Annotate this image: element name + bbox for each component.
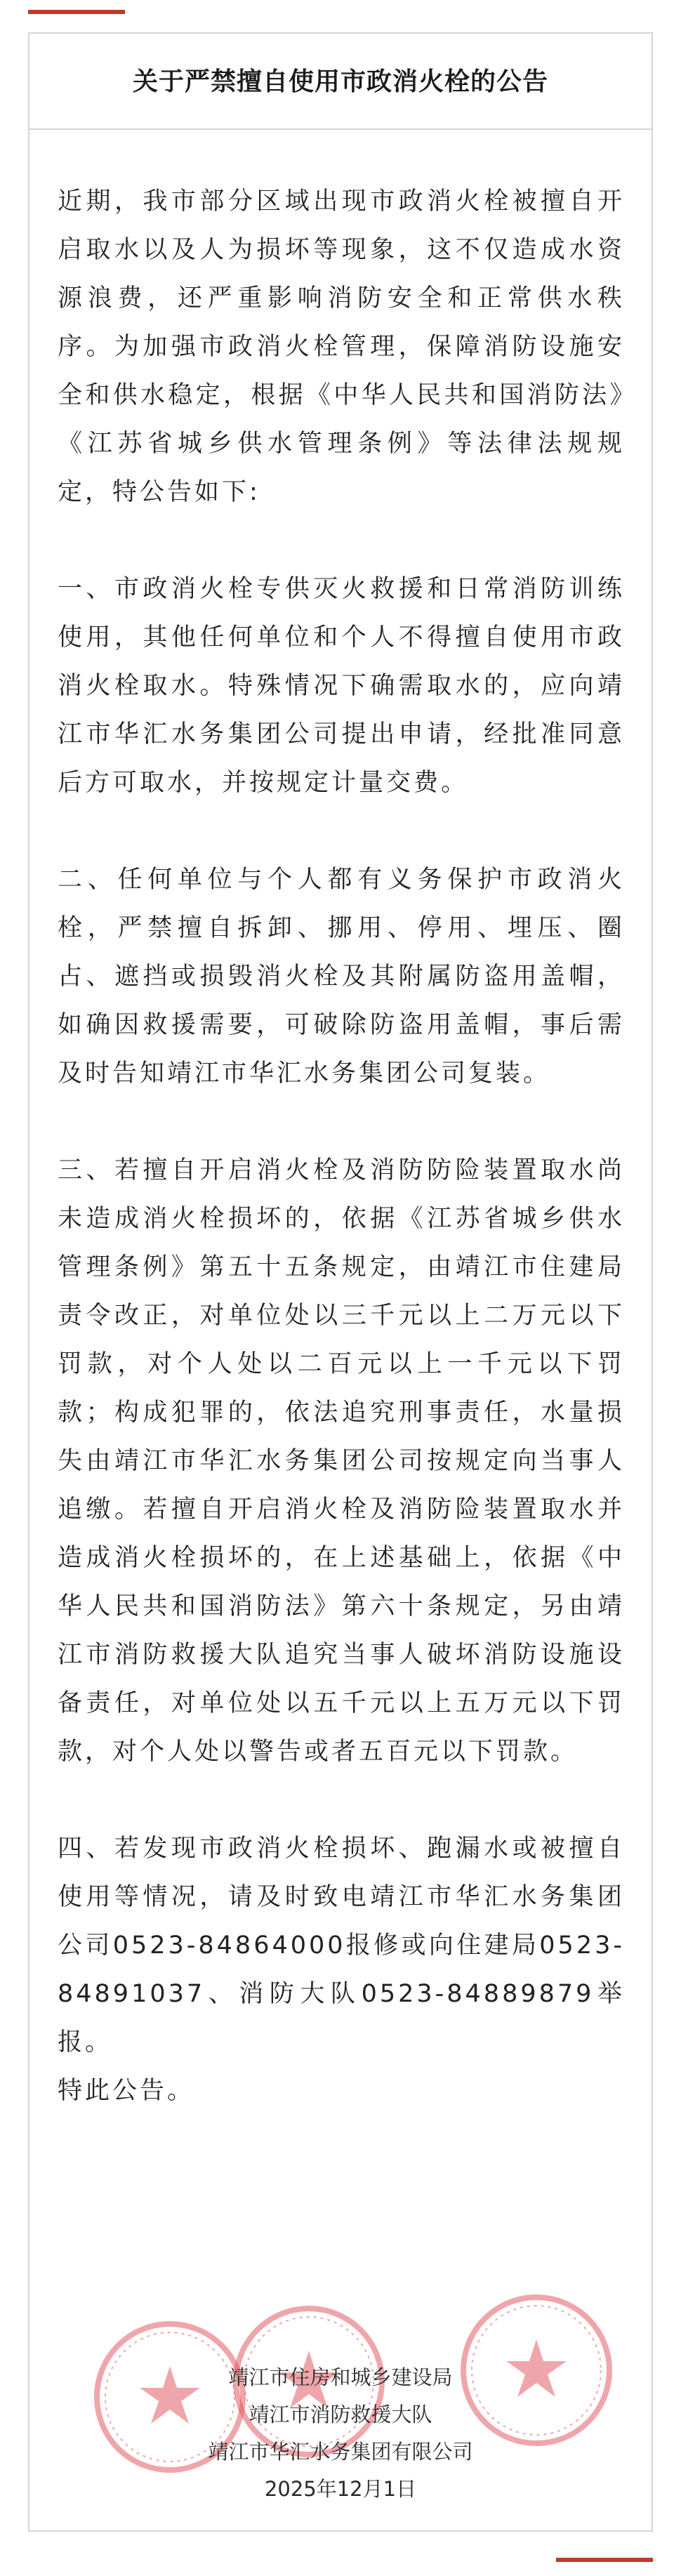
bottom-accent-rule [556, 2558, 653, 2562]
item-4-paragraph: 四、若发现市政消火栓损坏、跑漏水或被擅自使用等情况，请及时致电靖江市华汇水务集团公司0523-84864000报修或向住建局0523-84891037、消防大队0523-84889879举报。 [58, 1835, 625, 2056]
signatory-fire-brigade: 靖江市消防救援大队 [249, 2403, 432, 2426]
title-divider [29, 128, 652, 130]
signatory-water-group: 靖江市华汇水务集团有限公司 [208, 2440, 473, 2464]
top-accent-rule [28, 10, 125, 14]
paragraph-gap [58, 807, 625, 856]
closing-line: 特此公告。 [58, 2077, 195, 2105]
page-title: 关于严禁擅自使用市政消火栓的公告 [132, 67, 548, 96]
item-1-paragraph: 一、市政消火栓专供灭火救援和日常消防训练使用，其他任何单位和个人不得擅自使用市政消火栓取水。特殊情况下确需取水的，应向靖江市华汇水务集团公司提出申请，经批准同意后方可取水，并按规定计量交费。 [58, 575, 625, 797]
signature-date: 2025年12月1日 [264, 2477, 417, 2501]
signature-block [0, 2359, 681, 2508]
signatory-housing-bureau: 靖江市住房和城乡建设局 [228, 2365, 453, 2389]
notice-frame [28, 32, 653, 2532]
paragraph-gap [58, 1098, 625, 1147]
item-3-paragraph: 三、若擅自开启消火栓及消防防险装置取水尚未造成消火栓损坏的，依据《江苏省城乡供水管理条例》第五十五条规定，由靖江市住建局责令改正，对单位处以三千元以上二万元以下罚款，对个人处以二百元以上一千元以下罚款；构成犯罪的，依法追究刑事责任，水量损失由靖江市华汇水务集团公司按规定向当事人追缴。若擅自开启消火栓及消防险装置取水并造成消火栓损坏的，在上述基础上，依据《中华人民共和国消防法》第六十条规定，另由靖江市消防救援大队追究当事人破坏消防设施设备责任，对单位处以五千元以上五万元以下罚款，对个人处以警告或者五百元以下罚款。 [58, 1156, 625, 1766]
notice-body [58, 178, 625, 2115]
item-2-paragraph: 二、任何单位与个人都有义务保护市政消火栓，严禁擅自拆卸、挪用、停用、埋压、圈占、遮挡或损毁消火栓及其附属防盗用盖帽，如确因救援需要，可破除防盗用盖帽，事后需及时告知靖江市华汇水务集团公司复装。 [58, 866, 625, 1088]
paragraph-gap [58, 1776, 625, 1825]
paragraph-gap [58, 517, 625, 565]
intro-paragraph: 近期，我市部分区域出现市政消火栓被擅自开启取水以及人为损坏等现象，这不仅造成水资源浪费，还严重影响消防安全和正常供水秩序。为加强市政消火栓管理，保障消防设施安全和供水稳定，根据《中华人民共和国消防法》《江苏省城乡供水管理条例》等法律法规规定，特公告如下: [58, 187, 625, 506]
